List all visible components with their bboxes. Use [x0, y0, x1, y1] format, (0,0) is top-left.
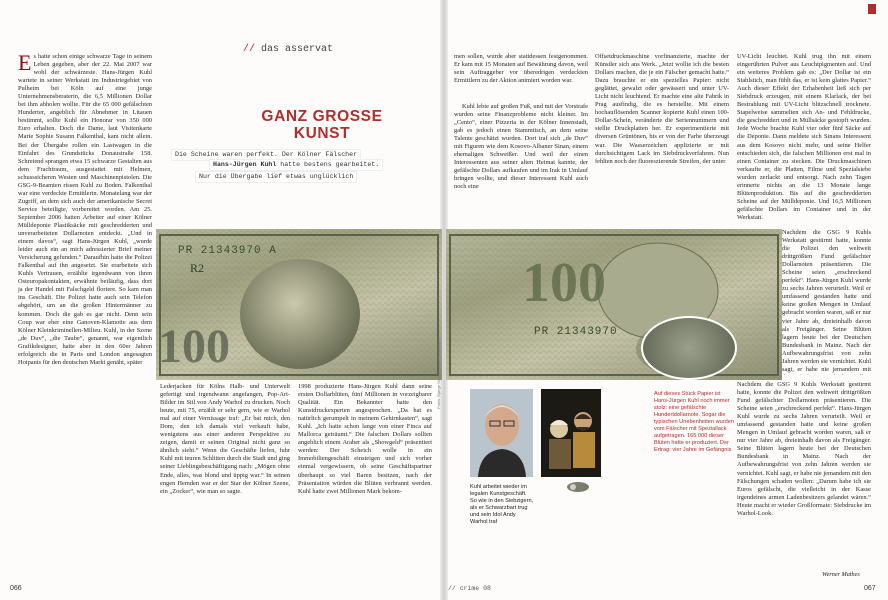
headline-line1: GANZ GROSSE	[261, 108, 383, 125]
article-column-6b	[737, 381, 871, 567]
column-5-text: Offsetdruckmaschine vorfinanzierte, machte der Künstler sich ans Werk. „Jetzt wollte ich die besten Dollars machen, die je ein Fälscher gemacht hatte.“ Dazu brauchte er ein spezielles Papier: nicht geglättet, gewalzt oder gewässert und unter UV-Licht nicht leuchtend. Er machte eine alte Fabrik in Prag ausfindig, die es herstellte. Mit einem hochauflösenden Scanner kopierte Kuhl einen 100-Dollar-Schein, veränderte die Seriennummern und stellte Druckplatten her. Er experimentierte mit diversen Grüntönen, bis er von der Farbe überzeugt war. Die Wasserzeichen applizierte er mit durchsichtigem Lack im Siebdruckverfahren. Nun fehlten noch der fluoreszierende Streifen, der unter	[595, 53, 729, 165]
column-3-text: 1998 produzierte Hans-Jürgen Kuhl dann seine ersten Dollarblüten, fünf Millionen in vorzeigbarer Qualität. Ein Bekannter hatte den Kunstdruckexperten angesprochen. „Da hat es natürlich gerumpelt in meinem Gehirnkasten“, sagt Kuhl. „Ich hatte schon lange von einer Finca auf Mallorca geträumt.“ Die falschen Dollars sollten angeblich einem Araber als „Showgeld“ präsentiert werden: Der Scheich wolle in ein Immobiliengeschäft einsteigen und sich vorher einmal vergewissern, ob seine Geschäftspartner überhaupt so viel Baren besitzen, nach der Präsentation würden die Blüten verbrannt werden. Kuhl hatte zwei Millionen Mark bekom-	[298, 383, 432, 495]
section-slashes: //	[243, 44, 256, 55]
subhead-text3: Nur die Übergabe lief etwas unglücklich	[199, 173, 354, 180]
article-column-2	[160, 383, 290, 575]
article-column-1	[18, 53, 152, 575]
banknote-left-half	[156, 229, 442, 380]
subhead-name: Hans-Jürgen Kuhl	[213, 161, 277, 168]
key-object-image	[566, 480, 590, 494]
portrait-medallion	[240, 259, 360, 369]
column-4a-text: men sollen, wurde aber stattdessen festgenommen. Er kam mit 15 Monaten auf Bewährung davon, weil sein Auftraggeber vor überedrigen verdeckten Ermittlern zu der Aktion animiert worden war.	[454, 53, 588, 85]
red-caption: Auf dieses Stück Papier ist Hans-Jürgen Kuhl noch immer stolz: eine gefälschte Hundertdollarnote. Sogar die typischen Unebenheiten wurden vom Fälscher mit Speziallack aufgetragen. 165 000 dieser Blüten hatte er produziert. Der Ertrag: vier Jahre im Gefängnis	[654, 391, 734, 453]
article-column-3	[298, 383, 432, 575]
bill-denomination-left: 100	[158, 320, 230, 373]
page-number-right: 067	[864, 585, 876, 592]
historic-photo	[541, 389, 601, 477]
headline-line2: KUNST	[293, 125, 351, 142]
article-column-5	[595, 53, 729, 225]
corner-marker	[868, 4, 876, 14]
article-column-6a	[737, 53, 871, 228]
serial-number-right: PR 21343970	[534, 326, 618, 338]
article-column-4b	[454, 103, 588, 225]
photo-credit: Fotos: Bjørge Schmidt, Wolf Holzberger	[436, 338, 441, 409]
subhead-line1	[172, 150, 360, 160]
subhead-text2: hatte bestens gearbeitet.	[276, 161, 380, 168]
page-number-left: 066	[10, 585, 22, 592]
article-column-4a	[454, 53, 588, 103]
column-6-wrap-text: Nachdem die GSG 9 Kuhls Werkstatt gestürmt hatte, konnte die Polizei den weltweit drittgrößten Fund gefälschter Dollarnoten präsentieren. Die Scheine seien „erschreckend perfekt“. Hans-Jürgen Kuhl wurde zu sechs Jahren verurteilt. Weil er umfassend gestanden hatte und keine großen Mengen in Umlauf gebracht worden waren, saß er nur vier Jahre ab, dreieinhalb davon als Freigänger. Seine Blüten lagern heute bei der Deutschen Bundesbank in Mainz. Nach der Aufbewahrungsfrist von zehn Jahren werden sie vernichtet. Kuhl sagt, er habe nie jemandem mit	[782, 229, 871, 373]
section-title: das asservat	[261, 44, 334, 55]
section-label	[243, 44, 333, 55]
bill-denomination-right: 100	[522, 252, 606, 314]
column-4b-text: Kuhl lebte auf großen Fuß, und mit der Vorstrafe wurden seine Finanzprobleme nicht kleiner. Im „Cento“, einer Pizzeria in der Kölner Innenstadt, gab es jedoch einen Stammtisch, an dem seine Talente geschätzt wurden. Dort traf sich „de Duv“ mit Figuren wie dem Kosovo-Albaner Sinan, einem ehemaligen Schweißer. Und weil der einen Interessenten aus seiner alten Heimat kannte, der gefälschte Dollars aufkaufen und im Irak in Umlauf bringen wollte, und dieser Interessent Kuhl auch noch eine	[454, 103, 588, 191]
magnified-detail	[641, 316, 737, 380]
column-1-text: s hatte schon einige schwarze Tage in seinem Leben gegeben, aber der 22. Mai 2007 war wohl der schwärzeste. Hans-Jürgen Kuhl wartete in seiner Werkstatt im Industriegebiet von Pulheim bei Köln auf eine junge Unternehmensberaterin, die 6,5 Millionen Dollar bei ihm abholen wollte. Für die 65 000 gefälschten Hunderter, angeblich für Abnehmer in Litauen bestimmt, sollte Kuhl ein Honorar von 350 000 Euro erhalten. Doch die Dame, laut Visitenkarte Marie Sophie Susann Falkenthal, kam nicht allein. Bei der Übergabe rollen ein Lastwagen in die Einfahrt des Grundstücks Donaustraße 158. Schreiend sprangen etwa 15 schwarze Gestalten aus dem Frachtraum, ausgestattet mit Helmen, schusssicheren Westen und Maschinenpistolen. Die GSG-9-Beamten rissen Kuhl zu Boden. Falkenthal war eine verdeckte Ermittlerin. Monatelang war der Zugriff, an dem sich auch der amerikanische Secret Service beteiligte, vorbereitet worden. Am 25. September 2006 hatten Arbeiter auf einer Kölner Mülldeponie Plastiksäcke mit geschredderten und unverarbeiteten Dollarnoten entdeckt. „Und in einem davos“, sagt Hans-Jürgen Kuhl, „wurde leider auch ein an mich adressierter Brief meiner Versicherung gefunden.“ Daraufhin hatte die Polizei Falkenthal auf ihn angesetzt. Sie erarbeitete sich Kuhls Vertrauen, erzählte irgendwann von ihren Osteuropakontakten, erwähnte beiläufig, dass dort ja der Handel mit Falschgeld floriere. So kam man ins Geschäft. Die Polizei hatte auch sein Telefon abgehört, um an die großen Hintermänner zu kommen. Doch die gab es gar nicht. Denn sein Coup war eher eine Ganoven-Klamotte aus dem Kölner Kleinkriminellen-Milieu. Kuhl, in der Szene „de Duv“, „die Taube“, genannt, war eigentlich Grafikdesigner, hatte aber in den 60er Jahren erfolgreich die in Paris und London angesagten Hotpants für den deutschen Markt genäht, später	[18, 53, 152, 366]
author-name: Werner Mathes	[822, 571, 860, 578]
column-2-text: Lederjacken für Kölns Halb- und Unterwelt gefertigt und irgendwann angefangen, Pop-Art-Bilder im Stil von Andy Warhol zu drucken. Noch heute, mit 75, erzählt er sehr gern, wie er Warhol mal auf einer Vernissage traf: „Er bat mich, den Dom, den ich damals viel verkauft habe, wenigstens aus einer anderen Perspektive zu zeigen, damit er seinen Original nicht ganz so ähnlich sieht.“ Wenn die Geschäfte liefen, fuhr Kuhl mit teuren Schlitten durch die Stadt und ging seiner Lieblingsbeschäftigung nach: „Mögen ohne Ende, alles, was blond und üppig war.“ In seinen engen Hemden war er der Star der Kölner Szene, ein „Zocker“, wie man so sagte.	[160, 383, 290, 495]
subhead-line2	[210, 160, 382, 170]
bill-code: R2	[190, 261, 205, 275]
portrait-illustration	[470, 389, 533, 477]
subhead-line3	[196, 172, 356, 182]
photo-kuhl-today	[470, 389, 533, 477]
column-6b-text: Nachdem die GSG 9 Kuhls Werkstatt gestürmt hatte, konnte die Polizei den weltweit drittgrößten Fund gefälschter Dollarnoten präsentieren. Die Scheine seien „erschreckend perfekt“. Hans-Jürgen Kuhl wurde zu sechs Jahren verurteilt. Weil er umfassend gestanden hatte und keine großen Mengen in Umlauf gebracht worden waren, saß er nur vier Jahre ab, dreieinhalb davon als Freigänger. Seine Blüten lagern heute bei der Deutschen Bundesbank in Mainz. Nach der Aufbewahrungsfrist von zehn Jahren werden sie vernichtet. Kuhl sagt, er habe nie jemandem mit den Fälschungen schaden wollen: „Darum habe ich sie Euros gefälscht, die vielleicht in der Kasse irgendeines armen Ladenbesitzers gelandet wären.“ Heute macht er wieder Großformate: Siebdrucke im Warhol-Look.	[737, 381, 871, 517]
photo-kuhl-warhol	[541, 389, 601, 477]
issue-label: // crime 08	[448, 585, 491, 592]
serial-number-left: PR 21343970 A	[178, 245, 277, 257]
drop-cap: E	[18, 53, 32, 75]
column-6a-text: UV-Licht leuchtet. Kuhl trug ihn mit einem eingerührten Pulver aus Leuchtpigmenten auf. Und ein weiteres Problem gab es: „Der Dollar ist ein Stahlstich, man fühlt das, er ist kein glattes Papier.“ Auch dieser Effekt der Erhabenheit ließ sich per Siebdruck erzeugen, mit einem Klarlack, der bei Bestrahlung mit UV-Licht blitzschnell trocknete. Stapelweise sammelten sich An- und Fehldrucke, die geschreddert und in Müllsäcke gestopft wurden. Jede Woche brachte Kuhl vier oder fünf Säcke auf die Deponie. Dann meldete sich Sinans Interessent aus dem Kosovo nicht mehr, und seine Helfer entschieden sich, die falschen Millionen erst mal in einen Container zu stecken. Die Druckmaschinen verkaufte er, die Platten, Filme und Spezialsiebe wurden zerlackt und entsorgt. Nach zehn Tagen erinnerte nichts an die 13 Monate lange Blütenproduktion. Bis auf die geschredderten Scheine auf der Mülldeponie. Und 16,5 Millionen gefälschte Dollars im Container und in der Werkstatt.	[737, 53, 871, 221]
photo-caption: Kuhl arbeitet wieder im legalen Kunstgeschäft. So wie in den Siebzigern, als er Schwarzbart trug und sein Idol Andy Warhol traf	[470, 484, 534, 525]
headline	[212, 108, 432, 142]
subhead-text1: Die Scheine waren perfekt. Der Kölner Fälscher	[175, 151, 358, 158]
article-column-6-wrap	[782, 229, 871, 375]
